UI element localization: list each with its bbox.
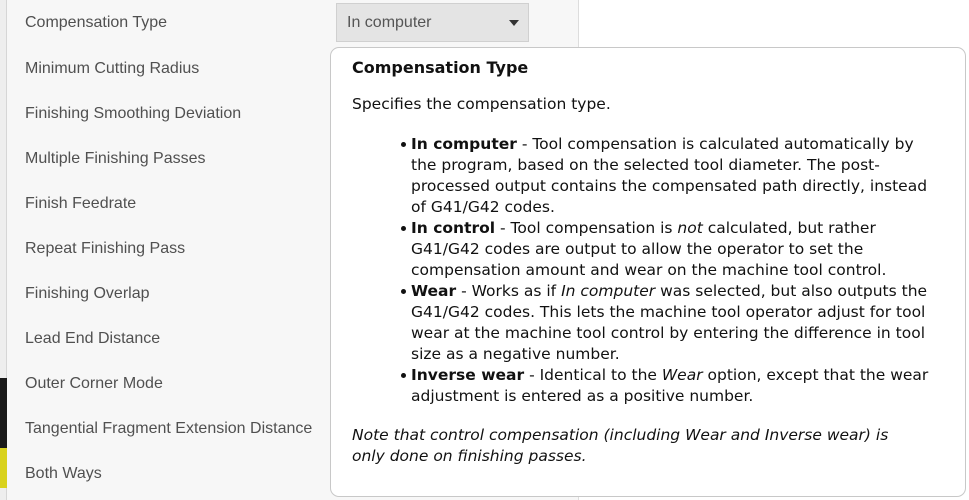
param-lead-end-distance[interactable]: Lead End Distance bbox=[25, 330, 161, 347]
help-tooltip bbox=[330, 47, 966, 497]
parameter-list bbox=[7, 0, 337, 496]
compensation-type-value: In computer bbox=[347, 14, 432, 31]
param-minimum-cutting-radius[interactable]: Minimum Cutting Radius bbox=[25, 60, 200, 77]
option-in-computer: In computer - Tool compensation is calculated automatically by the program, based on the selected tool diameter. The post-processed output contains the compensated path directly, instead of G41/G42 codes. bbox=[401, 134, 941, 218]
param-both-ways[interactable]: Both Ways bbox=[25, 465, 102, 482]
param-outer-corner-mode[interactable]: Outer Corner Mode bbox=[25, 375, 163, 392]
param-finishing-smoothing-deviation[interactable]: Finishing Smoothing Deviation bbox=[25, 105, 242, 122]
param-finishing-overlap[interactable]: Finishing Overlap bbox=[25, 285, 150, 302]
param-finish-feedrate[interactable]: Finish Feedrate bbox=[25, 195, 137, 212]
param-tangential-fragment-extension-distance[interactable]: Tangential Fragment Extension Distance bbox=[25, 420, 313, 437]
tooltip-title: Compensation Type bbox=[352, 58, 529, 77]
option-in-control: In control - Tool compensation is not calculated, but rather G41/G42 codes are output to allow the operator to set the compensation amount and wear on the machine tool control. bbox=[401, 218, 941, 281]
param-compensation-type[interactable]: Compensation Type bbox=[25, 14, 168, 31]
tooltip-option-list bbox=[401, 134, 941, 407]
option-inverse-wear: Inverse wear - Identical to the Wear option, except that the wear adjustment is entered as a positive number. bbox=[401, 365, 941, 407]
tooltip-intro: Specifies the compensation type. bbox=[352, 95, 611, 113]
param-repeat-finishing-pass[interactable]: Repeat Finishing Pass bbox=[25, 240, 186, 257]
tooltip-note: Note that control compensation (including Wear and Inverse wear) is only done on finishing passes. bbox=[352, 426, 889, 465]
param-multiple-finishing-passes[interactable]: Multiple Finishing Passes bbox=[25, 150, 206, 167]
compensation-type-select[interactable] bbox=[336, 3, 529, 42]
option-wear: Wear - Works as if In computer was selected, but also outputs the G41/G42 codes. This lets the machine tool operator adjust for tool wear at the machine tool control by entering the difference in tool size as a negative number. bbox=[401, 281, 941, 365]
chevron-down-icon[interactable] bbox=[509, 20, 519, 26]
